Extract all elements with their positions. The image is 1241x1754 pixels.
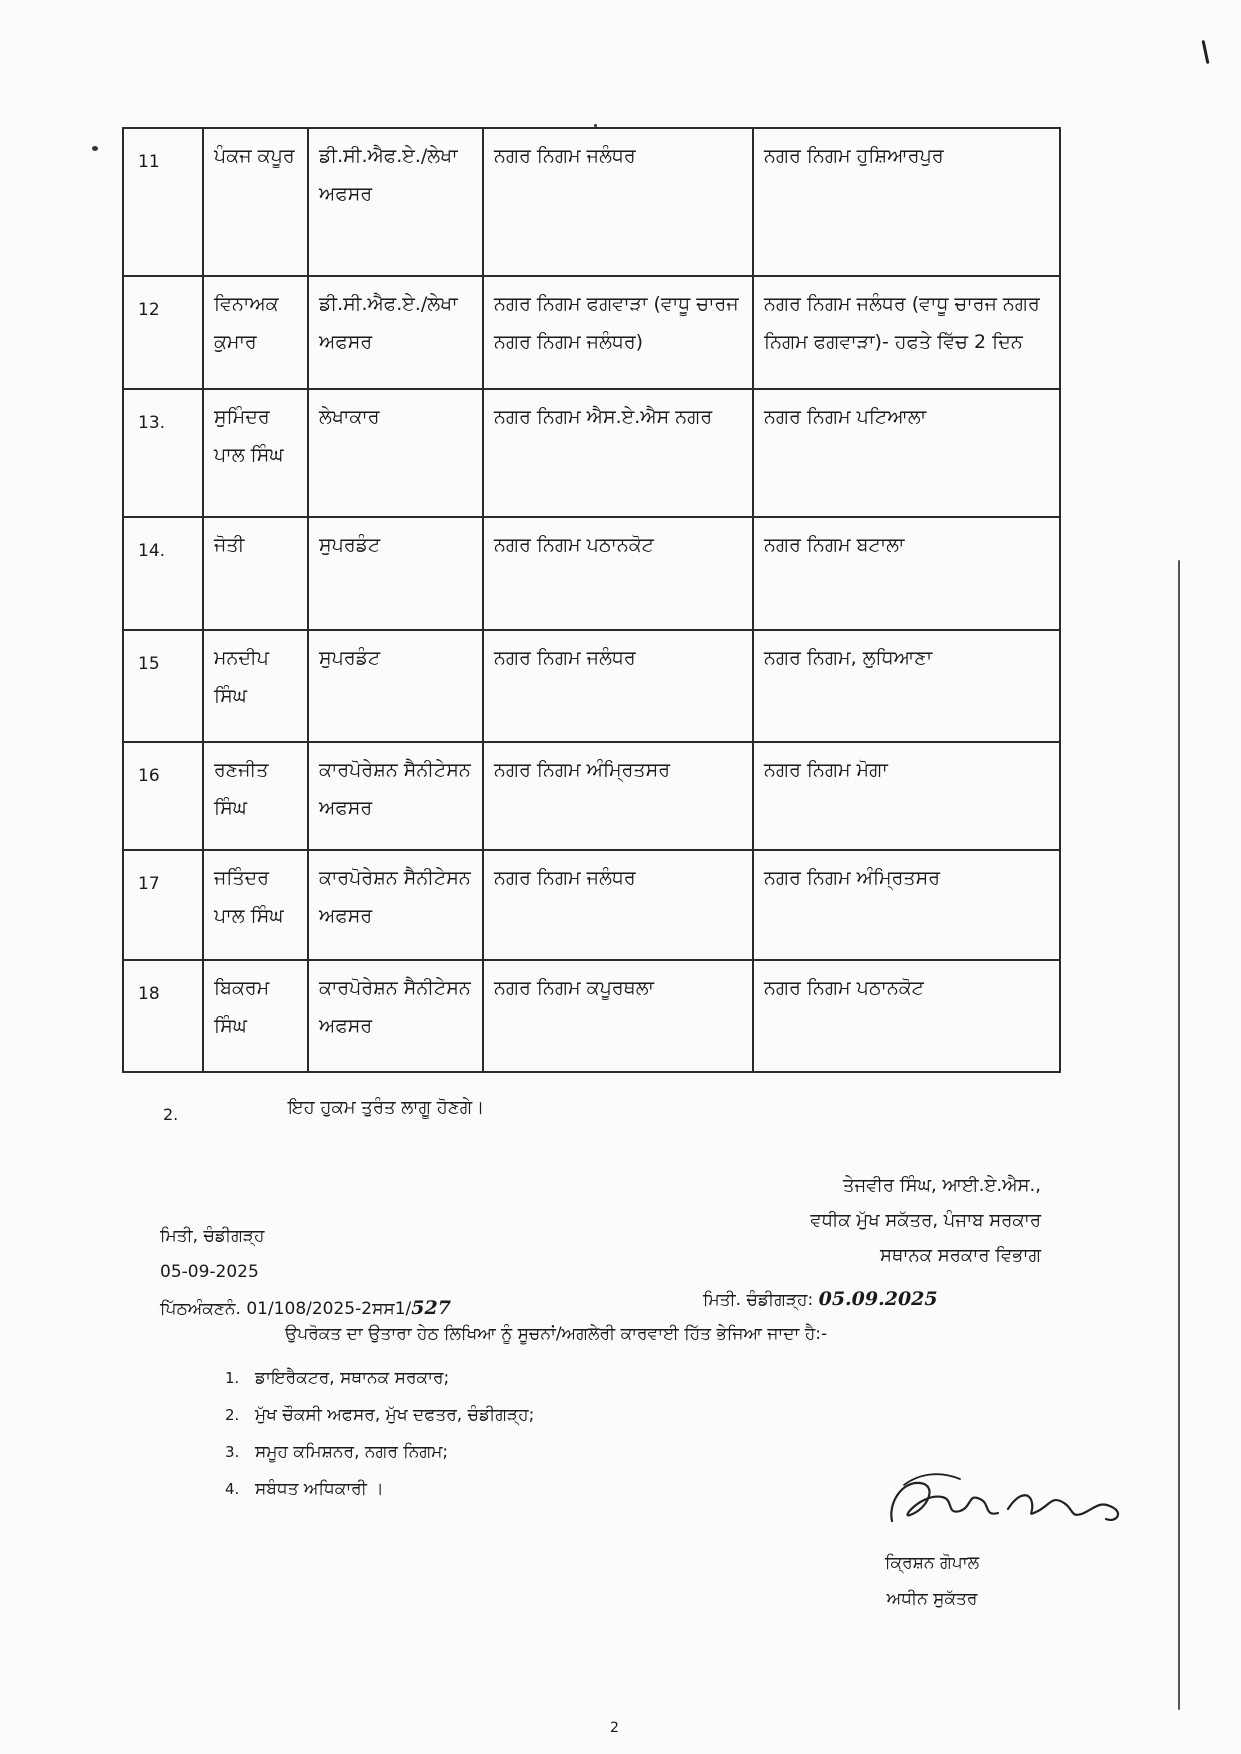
- serial-number: 14.: [123, 517, 203, 630]
- recipient-text: ਸਬੰਧਤ ਅਧਿਕਾਰੀ ।: [255, 1479, 384, 1499]
- employee-name: ਜਤਿੰਦਰ ਪਾਲ ਸਿੰਘ: [203, 850, 308, 960]
- employee-name: ਬਿਕਰਮ ਸਿੰਘ: [203, 960, 308, 1072]
- recipient-text: ਡਾਇਰੈਕਟਰ, ਸਥਾਨਕ ਸਰਕਾਰ;: [255, 1368, 450, 1388]
- issuer-block: [810, 1168, 1041, 1273]
- clause-number: 2.: [163, 1105, 179, 1124]
- page-number: 2: [610, 1720, 619, 1736]
- place-line: ਮਿਤੀ, ਚੰਡੀਗੜ੍ਹ: [160, 1226, 265, 1246]
- employee-name: ਵਿਨਾਅਕ ਕੁਮਾਰ: [203, 276, 308, 389]
- table-row: [123, 960, 1060, 1072]
- new-posting: ਨਗਰ ਨਿਗਮ ਅੰਮ੍ਰਿਤਸਰ: [753, 850, 1060, 960]
- signatory-block: [885, 1545, 979, 1617]
- new-posting: ਨਗਰ ਨਿਗਮ ਪਟਿਆਲਾ: [753, 389, 1060, 517]
- new-posting: ਨਗਰ ਨਿਗਮ, ਲੁਧਿਆਣਾ: [753, 630, 1060, 742]
- recipient-number: 4.: [225, 1480, 240, 1498]
- recipient-number: 3.: [225, 1443, 240, 1461]
- new-posting: ਨਗਰ ਨਿਗਮ ਬਟਾਲਾ: [753, 517, 1060, 630]
- signatory-designation: ਅਧੀਨ ਸੁਕੱਤਰ: [886, 1589, 978, 1609]
- endorsement-number: [160, 1290, 451, 1327]
- employee-name: ਮਨਦੀਪ ਸਿੰਘ: [203, 630, 308, 742]
- table-row: [123, 850, 1060, 960]
- employee-post: ਡੀ.ਸੀ.ਐਫ.ਏ./ਲੇਖਾ ਅਫਸਰ: [308, 128, 483, 276]
- new-posting: ਨਗਰ ਨਿਗਮ ਮੋਗਾ: [753, 742, 1060, 850]
- current-posting: ਨਗਰ ਨਿਗਮ ਫਗਵਾੜਾ (ਵਾਧੂ ਚਾਰਜ ਨਗਰ ਨਿਗਮ ਜਲੰਧਰ): [483, 276, 753, 389]
- employee-post: ਕਾਰਪੋਰੇਸ਼ਨ ਸੈਨੀਟੇਸਨ ਅਫਸਰ: [308, 850, 483, 960]
- signatory-name: ਕ੍ਰਿਸ਼ਨ ਗੋਪਾਲ: [885, 1553, 980, 1573]
- recipient-text: ਮੁੱਖ ਚੌਕਸੀ ਅਫਸਰ, ਮੁੱਖ ਦਫਤਰ, ਚੰਡੀਗੜ੍ਹ;: [255, 1405, 535, 1425]
- serial-number: 13.: [123, 389, 203, 517]
- table-row: [123, 389, 1060, 517]
- transfer-table: [122, 127, 1061, 1073]
- list-item: [225, 1397, 534, 1434]
- employee-post: ਸੁਪਰਡੰਟ: [308, 517, 483, 630]
- current-posting: ਨਗਰ ਨਿਗਮ ਜਲੰਧਰ: [483, 630, 753, 742]
- order-date: 05-09-2025: [160, 1262, 259, 1282]
- list-item: [225, 1360, 534, 1397]
- endorsement-prefix: ਪਿੱਠਅੰਕਣਨੰ. 01/108/2025-2ਸਸ1/: [160, 1299, 412, 1319]
- employee-name: ਰਣਜੀਤ ਸਿੰਘ: [203, 742, 308, 850]
- recipient-number: 1.: [225, 1369, 240, 1387]
- place-date-block: [160, 1218, 451, 1327]
- employee-post: ਸੁਪਰਡੰਟ: [308, 630, 483, 742]
- issuer-name: ਤੇਜਵੀਰ ਸਿੰਘ, ਆਈ.ਏ.ਐਸ.,: [842, 1175, 1041, 1196]
- handwritten-endorsement-no: 527: [411, 1297, 451, 1319]
- employee-name: ਪੰਕਜ ਕਪੂਰ: [203, 128, 308, 276]
- clause-text: ਇਹ ਹੁਕਮ ਤੁਰੰਤ ਲਾਗੂ ਹੋਣਗੇ।: [288, 1097, 485, 1118]
- scan-dot: [92, 146, 98, 151]
- scan-edge-mark: [1202, 40, 1210, 64]
- handwritten-signature: [880, 1463, 1140, 1543]
- new-posting: ਨਗਰ ਨਿਗਮ ਪਠਾਨਕੋਟ: [753, 960, 1060, 1072]
- employee-name: ਜੋਤੀ: [203, 517, 308, 630]
- new-posting: ਨਗਰ ਨਿਗਮ ਜਲੰਧਰ (ਵਾਧੂ ਚਾਰਜ ਨਗਰ ਨਿਗਮ ਫਗਵਾੜਾ)- ਹਫਤੇ ਵਿੱਚ 2 ਦਿਨ: [753, 276, 1060, 389]
- recipient-text: ਸਮੂਹ ਕਮਿਸ਼ਨਰ, ਨਗਰ ਨਿਗਮ;: [255, 1442, 449, 1462]
- current-posting: ਨਗਰ ਨਿਗਮ ਅੰਮ੍ਰਿਤਸਰ: [483, 742, 753, 850]
- current-posting: ਨਗਰ ਨਿਗਮ ਪਠਾਨਕੋਟ: [483, 517, 753, 630]
- endorsement-date: [703, 1288, 938, 1310]
- table-row: [123, 630, 1060, 742]
- scan-edge-mark: [1178, 560, 1180, 1710]
- employee-post: ਕਾਰਪੋਰੇਸ਼ਨ ਸੈਨੀਟੇਸਨ ਅਫਸਰ: [308, 742, 483, 850]
- employee-post: ਕਾਰਪੋਰੇਸ਼ਨ ਸੈਨੀਟੇਸਨ ਅਫਸਰ: [308, 960, 483, 1072]
- table-row: [123, 128, 1060, 276]
- current-posting: ਨਗਰ ਨਿਗਮ ਜਲੰਧਰ: [483, 850, 753, 960]
- list-item: [225, 1471, 534, 1508]
- serial-number: 11: [123, 128, 203, 276]
- serial-number: 15: [123, 630, 203, 742]
- new-posting: ਨਗਰ ਨਿਗਮ ਹੁਸ਼ਿਆਰਪੁਰ: [753, 128, 1060, 276]
- employee-post: ਡੀ.ਸੀ.ਐਫ.ਏ./ਲੇਖਾ ਅਫਸਰ: [308, 276, 483, 389]
- employee-post: ਲੇਖਾਕਾਰ: [308, 389, 483, 517]
- issuer-department: ਸਥਾਨਕ ਸਰਕਾਰ ਵਿਭਾਗ: [879, 1245, 1041, 1266]
- issuer-designation: ਵਧੀਕ ਮੁੱਖ ਸਕੱਤਰ, ਪੰਜਾਬ ਸਰਕਾਰ: [810, 1210, 1041, 1231]
- endorsement-date-prefix: ਮਿਤੀ. ਚੰਡੀਗੜ੍ਹ:: [703, 1290, 814, 1310]
- forward-note: ਉਪਰੋਕਤ ਦਾ ਉਤਾਰਾ ਹੇਠ ਲਿਖਿਆ ਨੂੰ ਸੂਚਨਾਂ/ਅਗਲੇਰੀ ਕਾਰਵਾਈ ਹਿੱਤ ਭੇਜਿਆ ਜਾਦਾ ਹੈ:-: [285, 1324, 828, 1344]
- list-item: [225, 1434, 534, 1471]
- serial-number: 17: [123, 850, 203, 960]
- handwritten-endorsement-date: 05.09.2025: [818, 1288, 938, 1310]
- table-row: [123, 276, 1060, 389]
- recipient-number: 2.: [225, 1406, 240, 1424]
- table-row: [123, 742, 1060, 850]
- serial-number: 12: [123, 276, 203, 389]
- recipient-list: [225, 1360, 534, 1508]
- table-row: [123, 517, 1060, 630]
- current-posting: ਨਗਰ ਨਿਗਮ ਐਸ.ਏ.ਐਸ ਨਗਰ: [483, 389, 753, 517]
- employee-name: ਸੁਮਿੰਦਰ ਪਾਲ ਸਿੰਘ: [203, 389, 308, 517]
- serial-number: 18: [123, 960, 203, 1072]
- current-posting: ਨਗਰ ਨਿਗਮ ਜਲੰਧਰ: [483, 128, 753, 276]
- current-posting: ਨਗਰ ਨਿਗਮ ਕਪੂਰਥਲਾ: [483, 960, 753, 1072]
- serial-number: 16: [123, 742, 203, 850]
